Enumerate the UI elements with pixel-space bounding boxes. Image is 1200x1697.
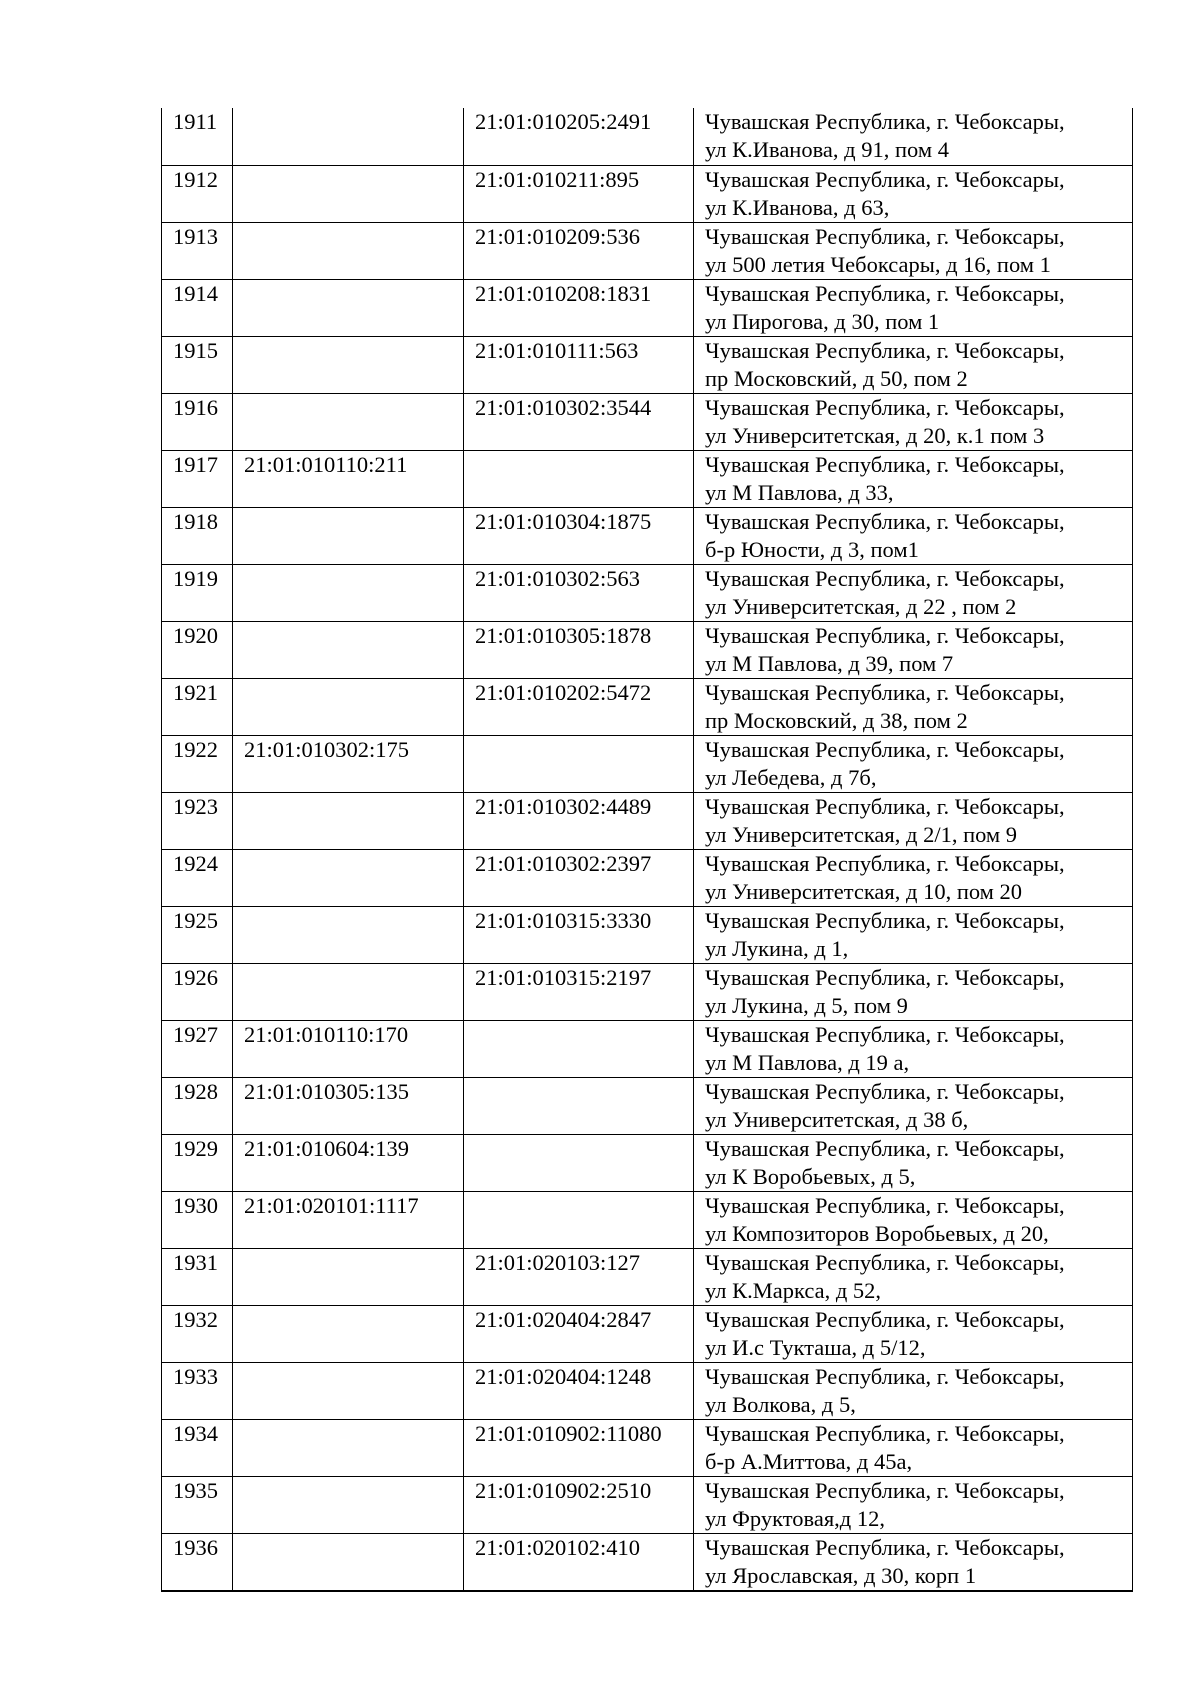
address-line-region: Чувашская Республика, г. Чебоксары,	[705, 736, 1065, 762]
address-line-street: ул Лукина, д 5, пом 9	[705, 992, 908, 1018]
table-row	[162, 1020, 1133, 1077]
address-cell	[694, 963, 1133, 1020]
table-row	[162, 165, 1133, 222]
table-row	[162, 393, 1133, 450]
object-cadastral-number-cell: 21:01:010302:4489	[464, 792, 694, 849]
table-row	[162, 1419, 1133, 1476]
address-line-region: Чувашская Республика, г. Чебоксары,	[705, 223, 1065, 249]
row-number-cell: 1927	[162, 1020, 233, 1077]
table-row	[162, 222, 1133, 279]
address-line-street: ул Лебедева, д 7б,	[705, 764, 877, 790]
address-line-region: Чувашская Республика, г. Чебоксары,	[705, 394, 1065, 420]
row-number-cell: 1919	[162, 564, 233, 621]
address-line-street: ул Фруктовая,д 12,	[705, 1505, 885, 1531]
address-line-region: Чувашская Республика, г. Чебоксары,	[705, 1306, 1065, 1332]
address-line-region: Чувашская Республика, г. Чебоксары,	[705, 964, 1065, 990]
address-line-region: Чувашская Республика, г. Чебоксары,	[705, 508, 1065, 534]
object-cadastral-number-cell: 21:01:020404:1248	[464, 1362, 694, 1419]
registry-table-body	[162, 108, 1133, 1591]
table-row	[162, 1305, 1133, 1362]
object-cadastral-number-cell: 21:01:010304:1875	[464, 507, 694, 564]
address-cell	[694, 906, 1133, 963]
land-cadastral-number-cell	[233, 963, 464, 1020]
row-number-cell: 1930	[162, 1191, 233, 1248]
table-row	[162, 906, 1133, 963]
object-cadastral-number-cell: 21:01:010208:1831	[464, 279, 694, 336]
row-number-cell: 1921	[162, 678, 233, 735]
address-line-street: ул Университетская, д 10, пом 20	[705, 878, 1023, 904]
address-cell	[694, 1362, 1133, 1419]
row-number-cell: 1935	[162, 1476, 233, 1533]
address-cell	[694, 393, 1133, 450]
address-line-street: ул 500 летия Чебоксары, д 16, пом 1	[705, 251, 1051, 277]
object-cadastral-number-cell	[464, 450, 694, 507]
address-line-street: ул Ярославская, д 30, корп 1	[705, 1562, 977, 1588]
row-number-cell: 1932	[162, 1305, 233, 1362]
object-cadastral-number-cell: 21:01:010302:2397	[464, 849, 694, 906]
address-cell	[694, 849, 1133, 906]
object-cadastral-number-cell: 21:01:020103:127	[464, 1248, 694, 1305]
table-row	[162, 849, 1133, 906]
address-line-street: ул Университетская, д 20, к.1 пом 3	[705, 422, 1045, 448]
table-row	[162, 1191, 1133, 1248]
land-cadastral-number-cell	[233, 849, 464, 906]
address-line-street: б-р Юности, д 3, пом1	[705, 536, 919, 562]
object-cadastral-number-cell: 21:01:020404:2847	[464, 1305, 694, 1362]
address-line-street: ул Университетская, д 38 б,	[705, 1106, 969, 1132]
land-cadastral-number-cell	[233, 279, 464, 336]
object-cadastral-number-cell: 21:01:010302:3544	[464, 393, 694, 450]
address-line-street: ул К Воробьевых, д 5,	[705, 1163, 916, 1189]
row-number-cell: 1914	[162, 279, 233, 336]
address-line-street: пр Московский, д 38, пом 2	[705, 707, 968, 733]
land-cadastral-number-cell: 21:01:010604:139	[233, 1134, 464, 1191]
address-line-region: Чувашская Республика, г. Чебоксары,	[705, 622, 1065, 648]
table-row	[162, 1362, 1133, 1419]
row-number-cell: 1922	[162, 735, 233, 792]
table-row	[162, 1476, 1133, 1533]
address-line-region: Чувашская Республика, г. Чебоксары,	[705, 1534, 1065, 1560]
object-cadastral-number-cell: 21:01:010209:536	[464, 222, 694, 279]
address-cell	[694, 1533, 1133, 1591]
table-row	[162, 792, 1133, 849]
address-cell	[694, 450, 1133, 507]
land-cadastral-number-cell	[233, 222, 464, 279]
table-row	[162, 1248, 1133, 1305]
land-cadastral-number-cell	[233, 1533, 464, 1591]
object-cadastral-number-cell	[464, 1191, 694, 1248]
land-cadastral-number-cell: 21:01:020101:1117	[233, 1191, 464, 1248]
object-cadastral-number-cell: 21:01:010902:11080	[464, 1419, 694, 1476]
address-line-region: Чувашская Республика, г. Чебоксары,	[705, 907, 1065, 933]
object-cadastral-number-cell: 21:01:010211:895	[464, 165, 694, 222]
object-cadastral-number-cell	[464, 1134, 694, 1191]
land-cadastral-number-cell: 21:01:010110:211	[233, 450, 464, 507]
table-row	[162, 678, 1133, 735]
object-cadastral-number-cell: 21:01:010315:2197	[464, 963, 694, 1020]
land-cadastral-number-cell: 21:01:010302:175	[233, 735, 464, 792]
address-line-street: ул Университетская, д 22 , пом 2	[705, 593, 1017, 619]
address-line-street: ул К.Иванова, д 63,	[705, 194, 890, 220]
object-cadastral-number-cell: 21:01:010305:1878	[464, 621, 694, 678]
address-cell	[694, 1020, 1133, 1077]
table-row	[162, 279, 1133, 336]
object-cadastral-number-cell	[464, 735, 694, 792]
address-cell	[694, 222, 1133, 279]
address-line-street: ул Волкова, д 5,	[705, 1391, 856, 1417]
row-number-cell: 1925	[162, 906, 233, 963]
row-number-cell: 1936	[162, 1533, 233, 1591]
address-cell	[694, 678, 1133, 735]
row-number-cell: 1913	[162, 222, 233, 279]
address-cell	[694, 564, 1133, 621]
address-cell	[694, 1134, 1133, 1191]
registry-table	[161, 108, 1133, 1592]
row-number-cell: 1933	[162, 1362, 233, 1419]
object-cadastral-number-cell: 21:01:010205:2491	[464, 108, 694, 165]
address-line-street: ул Композиторов Воробьевых, д 20,	[705, 1220, 1049, 1246]
land-cadastral-number-cell	[233, 1362, 464, 1419]
address-cell	[694, 1305, 1133, 1362]
address-line-region: Чувашская Республика, г. Чебоксары,	[705, 1249, 1065, 1275]
table-row	[162, 336, 1133, 393]
address-line-region: Чувашская Республика, г. Чебоксары,	[705, 565, 1065, 591]
object-cadastral-number-cell	[464, 1020, 694, 1077]
row-number-cell: 1912	[162, 165, 233, 222]
table-row	[162, 108, 1133, 165]
row-number-cell: 1923	[162, 792, 233, 849]
land-cadastral-number-cell	[233, 678, 464, 735]
address-line-street: ул Пирогова, д 30, пом 1	[705, 308, 940, 334]
row-number-cell: 1929	[162, 1134, 233, 1191]
address-line-street: ул К.Иванова, д 91, пом 4	[705, 137, 949, 162]
land-cadastral-number-cell	[233, 1419, 464, 1476]
object-cadastral-number-cell: 21:01:010111:563	[464, 336, 694, 393]
land-cadastral-number-cell	[233, 393, 464, 450]
address-line-region: Чувашская Республика, г. Чебоксары,	[705, 793, 1065, 819]
table-row	[162, 1533, 1133, 1591]
address-line-street: ул И.с Тукташа, д 5/12,	[705, 1334, 926, 1360]
row-number-cell: 1931	[162, 1248, 233, 1305]
address-cell	[694, 1476, 1133, 1533]
land-cadastral-number-cell	[233, 1305, 464, 1362]
address-cell	[694, 507, 1133, 564]
address-line-region: Чувашская Республика, г. Чебоксары,	[705, 1363, 1065, 1389]
address-line-region: Чувашская Республика, г. Чебоксары,	[705, 337, 1065, 363]
address-line-street: ул Университетская, д 2/1, пом 9	[705, 821, 1018, 847]
row-number-cell: 1926	[162, 963, 233, 1020]
land-cadastral-number-cell	[233, 108, 464, 165]
row-number-cell: 1928	[162, 1077, 233, 1134]
address-line-street: б-р А.Миттова, д 45а,	[705, 1448, 913, 1474]
row-number-cell: 1916	[162, 393, 233, 450]
table-row	[162, 564, 1133, 621]
address-cell	[694, 735, 1133, 792]
row-number-cell: 1911	[162, 108, 233, 165]
address-line-region: Чувашская Республика, г. Чебоксары,	[705, 1135, 1065, 1161]
land-cadastral-number-cell	[233, 507, 464, 564]
address-cell	[694, 336, 1133, 393]
land-cadastral-number-cell	[233, 1476, 464, 1533]
address-cell	[694, 165, 1133, 222]
land-cadastral-number-cell	[233, 1248, 464, 1305]
address-line-region: Чувашская Республика, г. Чебоксары,	[705, 166, 1065, 192]
table-row	[162, 1134, 1133, 1191]
address-line-region: Чувашская Республика, г. Чебоксары,	[705, 1420, 1065, 1446]
table-row	[162, 735, 1133, 792]
row-number-cell: 1918	[162, 507, 233, 564]
address-line-street: ул Лукина, д 1,	[705, 935, 849, 961]
address-line-region: Чувашская Республика, г. Чебоксары,	[705, 280, 1065, 306]
address-cell	[694, 1248, 1133, 1305]
address-line-street: ул М Павлова, д 33,	[705, 479, 894, 505]
address-line-region: Чувашская Республика, г. Чебоксары,	[705, 679, 1065, 705]
address-cell	[694, 279, 1133, 336]
table-row	[162, 963, 1133, 1020]
address-line-region: Чувашская Республика, г. Чебоксары,	[705, 451, 1065, 477]
address-line-region: Чувашская Республика, г. Чебоксары,	[705, 1021, 1065, 1047]
table-row	[162, 621, 1133, 678]
table-row	[162, 450, 1133, 507]
row-number-cell: 1924	[162, 849, 233, 906]
row-number-cell: 1920	[162, 621, 233, 678]
object-cadastral-number-cell	[464, 1077, 694, 1134]
row-number-cell: 1915	[162, 336, 233, 393]
row-number-cell: 1917	[162, 450, 233, 507]
table-row	[162, 1077, 1133, 1134]
address-line-region: Чувашская Республика, г. Чебоксары,	[705, 1477, 1065, 1503]
object-cadastral-number-cell: 21:01:010902:2510	[464, 1476, 694, 1533]
address-cell	[694, 1419, 1133, 1476]
object-cadastral-number-cell: 21:01:010315:3330	[464, 906, 694, 963]
address-line-street: ул М Павлова, д 19 а,	[705, 1049, 910, 1075]
land-cadastral-number-cell	[233, 564, 464, 621]
land-cadastral-number-cell	[233, 165, 464, 222]
land-cadastral-number-cell: 21:01:010305:135	[233, 1077, 464, 1134]
land-cadastral-number-cell	[233, 792, 464, 849]
address-line-region: Чувашская Республика, г. Чебоксары,	[705, 1192, 1065, 1218]
land-cadastral-number-cell: 21:01:010110:170	[233, 1020, 464, 1077]
address-line-region: Чувашская Республика, г. Чебоксары,	[705, 109, 1065, 134]
address-cell	[694, 621, 1133, 678]
address-cell	[694, 1191, 1133, 1248]
address-cell	[694, 108, 1133, 165]
land-cadastral-number-cell	[233, 336, 464, 393]
land-cadastral-number-cell	[233, 621, 464, 678]
address-cell	[694, 792, 1133, 849]
address-line-street: пр Московский, д 50, пом 2	[705, 365, 968, 391]
address-cell	[694, 1077, 1133, 1134]
object-cadastral-number-cell: 21:01:020102:410	[464, 1533, 694, 1591]
object-cadastral-number-cell: 21:01:010302:563	[464, 564, 694, 621]
object-cadastral-number-cell: 21:01:010202:5472	[464, 678, 694, 735]
address-line-street: ул М Павлова, д 39, пом 7	[705, 650, 954, 676]
land-cadastral-number-cell	[233, 906, 464, 963]
address-line-street: ул К.Маркса, д 52,	[705, 1277, 882, 1303]
address-line-region: Чувашская Республика, г. Чебоксары,	[705, 1078, 1065, 1104]
address-line-region: Чувашская Республика, г. Чебоксары,	[705, 850, 1065, 876]
row-number-cell: 1934	[162, 1419, 233, 1476]
table-row	[162, 507, 1133, 564]
